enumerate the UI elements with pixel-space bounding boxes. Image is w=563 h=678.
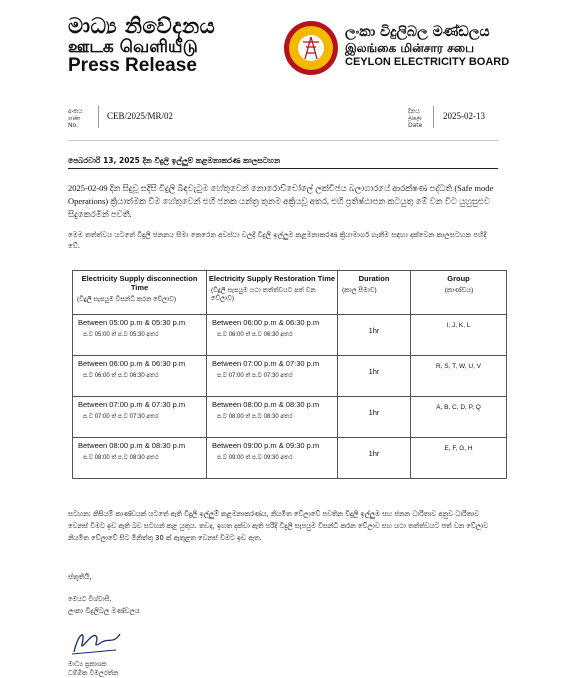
- restoration-time: Between 09:00 p.m & 09:30 p.m: [212, 441, 320, 450]
- org-name-english: CEYLON ELECTRICITY BOARD: [345, 56, 510, 68]
- restoration-time: Between 06:00 p.m & 06:30 p.m: [212, 318, 320, 327]
- date-label-en: Date: [408, 122, 423, 129]
- date-label: [408, 108, 422, 129]
- date-value: 2025-02-13: [443, 111, 485, 121]
- group-value: I, J, K, L: [446, 322, 471, 329]
- closing-org: ලංකා විදුලිබල මණ්ඩලය: [68, 607, 140, 615]
- restoration-cell: [207, 356, 338, 397]
- duration-value: 1hr: [368, 367, 380, 376]
- disconnection-time: Between 08:00 p.m & 08:30 p.m: [78, 441, 186, 450]
- date-divider: [433, 106, 434, 128]
- header-title: Electricity Supply disconnection Time: [81, 274, 198, 292]
- group-cell: [411, 438, 507, 479]
- sinhala-title: මාධ්‍ය නිවේදනය: [68, 14, 216, 38]
- header-restoration: [207, 271, 338, 315]
- disconnection-time-si: ප.ව 05:00 ත් ප.ව 05:30 අතර: [83, 332, 159, 338]
- header-subtitle: (කාල සීමාව): [342, 287, 377, 294]
- restoration-time: Between 07:00 p.m & 07:30 p.m: [212, 359, 320, 368]
- org-name-sinhala: ලංකා විදුලිබල මණ්ඩලය: [345, 24, 490, 40]
- duration-cell: [338, 397, 411, 438]
- disconnection-cell: [73, 356, 207, 397]
- restoration-cell: [207, 315, 338, 356]
- reference-label-si: අංකය: [68, 108, 83, 115]
- restoration-time-si: ප.ව 08:00 ත් ප.ව 08:30 අතර: [217, 414, 293, 420]
- restoration-time: Between 08:00 p.m & 08:30 p.m: [212, 400, 320, 409]
- header-divider: [68, 140, 498, 141]
- group-cell: [411, 315, 507, 356]
- header-subtitle: (විදුලි සැපයුම විසන්ධි කරන වේලාව): [77, 296, 177, 303]
- disconnection-time: Between 06:00 p.m & 06:30 p.m: [78, 359, 186, 368]
- table-row: [73, 315, 507, 356]
- disconnection-time: Between 05:00 p.m & 05:30 p.m: [78, 318, 186, 327]
- group-value: E, F, G, H: [444, 445, 473, 452]
- restoration-time-si: ප.ව 06:00 ත් ප.ව 06:30 අතර: [217, 332, 293, 338]
- paragraph-intro: 2025-02-09 දින සිදුවූ සදිසි විදුලි බිඳවැටුම හේතුවෙන් නොරොච්චෝලේ ලක්විජය බලාගාරයේ ආරක්ෂණ පද්ධති (Safe mode Operations) ක්‍රියාත්මක වීම හේතුවෙන් එහි ජනක යන්ත්‍ර තුනම අක්‍රියවූ අතර, එහි ප්‍රතිෂ්ඨාපන කටයුතු මේ වන විට යුහුසුළුව සිදුකෙරමින් පවතී.: [68, 183, 494, 219]
- header-title: Duration: [358, 274, 390, 283]
- ceb-logo-icon: [283, 20, 339, 76]
- header-subtitle: (කාණ්ඩය): [444, 287, 474, 294]
- group-cell: [411, 356, 507, 397]
- disconnection-time: Between 07:00 p.m & 07:30 p.m: [78, 400, 186, 409]
- header-title: Group: [447, 274, 470, 283]
- table-header-row: [73, 271, 507, 315]
- closing-text: මෙයට විශ්වාසී,: [68, 595, 112, 603]
- group-cell: [411, 397, 507, 438]
- table-row: [73, 356, 507, 397]
- date-label-si: දිනය: [408, 108, 420, 115]
- disconnection-cell: [73, 315, 207, 356]
- disconnection-cell: [73, 438, 207, 479]
- duration-value: 1hr: [368, 408, 380, 417]
- header-subtitle: (විදුලි සැපයුම යථා තත්ත්වයට පත් වන වේලාව): [211, 287, 316, 302]
- restoration-cell: [207, 397, 338, 438]
- table-row: [73, 397, 507, 438]
- english-title: Press Release: [68, 55, 197, 76]
- subject-heading: පෙබරවාරි 13, 2025 දින විදුලි ඉල්ලුම් කළමනාකරණ කාලසටහන: [68, 156, 498, 169]
- disconnection-cell: [73, 397, 207, 438]
- duration-cell: [338, 315, 411, 356]
- signer-title: මාධ්‍ය ප්‍රකාශක: [68, 660, 107, 668]
- date-label-ta: திகதி: [408, 115, 422, 122]
- duration-cell: [338, 438, 411, 479]
- reference-number: CEB/2025/MR/02: [107, 111, 174, 121]
- reference-divider: [98, 106, 99, 128]
- duration-value: 1hr: [368, 326, 380, 335]
- disconnection-time-si: ප.ව 06:00 ත් ප.ව 06:30 අතර: [83, 373, 159, 379]
- disconnection-time-si: ප.ව 08:00 ත් ප.ව 08:30 අතර: [83, 455, 159, 461]
- restoration-time-si: ප.ව 09:00 ත් ප.ව 09:30 අතර: [217, 455, 293, 461]
- tamil-title: ஊடக வெளியீடு: [68, 37, 198, 57]
- reference-label: [68, 108, 82, 129]
- group-value: A, B, C, D, P, Q: [436, 404, 481, 411]
- group-value: R, S, T, W, U, V: [435, 363, 482, 370]
- schedule-table: [72, 270, 507, 479]
- restoration-cell: [207, 438, 338, 479]
- duration-cell: [338, 356, 411, 397]
- header-title: Electricity Supply Restoration Time: [208, 274, 336, 283]
- header-duration: [338, 271, 411, 315]
- reference-label-ta: எண்: [68, 115, 81, 122]
- restoration-time-si: ප.ව 07:00 ත් ප.ව 07:30 අතර: [217, 373, 293, 379]
- note-paragraph: සටහන: කිසියම් කාණ්ඩයක් යටතේ ඇති විදුලි ඉල්ලුම් කළමනාකරණය, නියමිත වේලාවේ පවතින විදුලි ඉල්ලුම සහ ජනන ධාරිතාව අනුව ධාරිතාව වෙනස් වීමට ඉඩ ඇති බව සටහන් කළ යුතුය. තවද, ඉහත දක්වා ඇති පරිදි විදුලි සැපයුම විසන්ධි කරන වේලාව සහ යථා තත්ත්වයට පත් වන වේලාව නියමිත වේලාවේ සිට මිනිත්තු 30 ක් ඇතුළත වෙනස් වීමට ඉඩ ඇත.: [68, 510, 489, 542]
- paragraph-schedule-intro: මෙම තත්ත්වය යටතේ විදුලි ජනනය සීමා කෙරෙන අවස්ථා වලදී විදුලි ඉල්ලුම කළමනාකරණ ක්‍රියාමාර්ග ගැනීම සඳහා දක්වෙන කාලසටහන පහිදී වේ.: [68, 231, 487, 250]
- signature-icon: [68, 622, 126, 660]
- thanks-text: ස්තූතියි,: [68, 573, 92, 581]
- signer-name: ධම්මික විමලරත්න: [68, 669, 119, 677]
- table-row: [73, 438, 507, 479]
- header-disconnection: [73, 271, 207, 315]
- reference-label-en: No.: [68, 122, 78, 129]
- disconnection-time-si: ප.ව 07:00 ත් ප.ව 07:30 අතර: [83, 414, 159, 420]
- org-name-tamil: இலங்கை மின்சார சபை: [345, 41, 475, 55]
- duration-value: 1hr: [368, 449, 380, 458]
- header-group: [411, 271, 507, 315]
